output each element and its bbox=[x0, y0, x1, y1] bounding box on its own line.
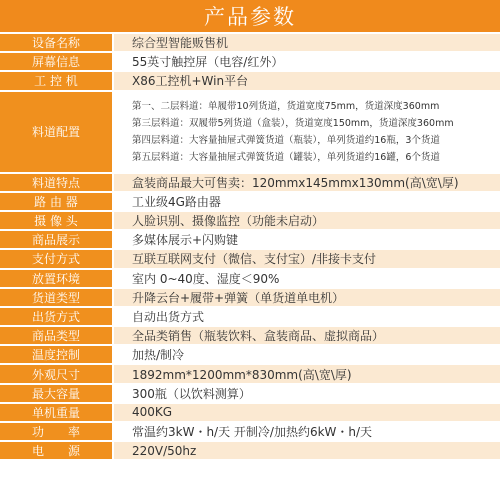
spec-row bbox=[0, 72, 500, 91]
spec-label: 路 由 器 bbox=[0, 193, 114, 210]
spec-value: X86工控机+Win平台 bbox=[114, 72, 500, 89]
spec-value: 55英寸触控屏（电容/红外） bbox=[114, 53, 500, 70]
spec-row bbox=[0, 53, 500, 72]
spec-label: 工 控 机 bbox=[0, 72, 114, 89]
spec-table bbox=[0, 34, 500, 461]
spec-row bbox=[0, 193, 500, 212]
spec-label: 料道配置 bbox=[0, 92, 114, 172]
spec-row bbox=[0, 404, 500, 423]
spec-row bbox=[0, 442, 500, 461]
spec-value: 综合型智能贩售机 bbox=[114, 34, 500, 51]
spec-row bbox=[0, 423, 500, 442]
spec-row bbox=[0, 327, 500, 346]
spec-value: 1892mm*1200mm*830mm(高\宽\厚) bbox=[114, 365, 500, 382]
spec-value: 自动出货方式 bbox=[114, 308, 500, 325]
spec-value: 全品类销售（瓶装饮料、盒装商品、虚拟商品） bbox=[114, 327, 500, 344]
spec-row bbox=[0, 365, 500, 384]
spec-value-line: 第一、二层料道：单履带10列货道，货道宽度75mm，货道深度360mm bbox=[132, 100, 440, 112]
spec-row bbox=[0, 289, 500, 308]
spec-label: 摄 像 头 bbox=[0, 212, 114, 229]
spec-value: 220V/50hz bbox=[114, 442, 500, 459]
spec-label: 料道特点 bbox=[0, 174, 114, 191]
spec-label: 放置环境 bbox=[0, 270, 114, 287]
spec-row bbox=[0, 231, 500, 250]
spec-value: 400KG bbox=[114, 404, 500, 421]
spec-value: 300瓶（以饮料测算） bbox=[114, 385, 500, 402]
spec-label: 出货方式 bbox=[0, 308, 114, 325]
spec-row bbox=[0, 385, 500, 404]
spec-label: 支付方式 bbox=[0, 250, 114, 267]
spec-value: 多媒体展示+闪购键 bbox=[114, 231, 500, 248]
spec-value: 常温约3kW・h/天 开制冷/加热约6kW・h/天 bbox=[114, 423, 500, 440]
spec-row bbox=[0, 34, 500, 53]
spec-label: 功 率 bbox=[0, 423, 114, 440]
spec-value-line: 第四层料道：大容量抽屉式弹簧货道（瓶装），单列货道约16瓶，3个货道 bbox=[132, 134, 440, 146]
spec-value: 互联互联网支付（微信、支付宝）/非接卡支付 bbox=[114, 250, 500, 267]
spec-label: 外观尺寸 bbox=[0, 365, 114, 382]
spec-value: 盒装商品最大可售卖：120mmx145mmx130mm(高\宽\厚) bbox=[114, 174, 500, 191]
spec-label: 单机重量 bbox=[0, 404, 114, 421]
spec-value: 加热/制冷 bbox=[114, 346, 500, 363]
spec-label: 温度控制 bbox=[0, 346, 114, 363]
spec-row bbox=[0, 308, 500, 327]
page-title: 产品参数 bbox=[0, 0, 500, 34]
spec-value bbox=[114, 92, 500, 172]
spec-value: 人脸识别、摄像监控（功能未启动） bbox=[114, 212, 500, 229]
spec-value-line: 第三层料道：双履带5列货道（盒装），货道宽度150mm，货道深度360mm bbox=[132, 117, 454, 129]
spec-value: 工业级4G路由器 bbox=[114, 193, 500, 210]
spec-value: 升降云台+履带+弹簧（单货道单电机） bbox=[114, 289, 500, 306]
spec-label: 屏幕信息 bbox=[0, 53, 114, 70]
spec-value-line: 第五层料道：大容量抽屉式弹簧货道（罐装），单列货道约16罐，6个货道 bbox=[132, 151, 440, 163]
spec-label: 电 源 bbox=[0, 442, 114, 459]
spec-row bbox=[0, 92, 500, 174]
spec-row bbox=[0, 212, 500, 231]
spec-row bbox=[0, 270, 500, 289]
spec-label: 货道类型 bbox=[0, 289, 114, 306]
spec-label: 商品展示 bbox=[0, 231, 114, 248]
spec-label: 商品类型 bbox=[0, 327, 114, 344]
spec-row bbox=[0, 250, 500, 269]
spec-row bbox=[0, 174, 500, 193]
spec-label: 设备名称 bbox=[0, 34, 114, 51]
spec-label: 最大容量 bbox=[0, 385, 114, 402]
spec-row bbox=[0, 346, 500, 365]
spec-value: 室内 0~40度、湿度＜90% bbox=[114, 270, 500, 287]
